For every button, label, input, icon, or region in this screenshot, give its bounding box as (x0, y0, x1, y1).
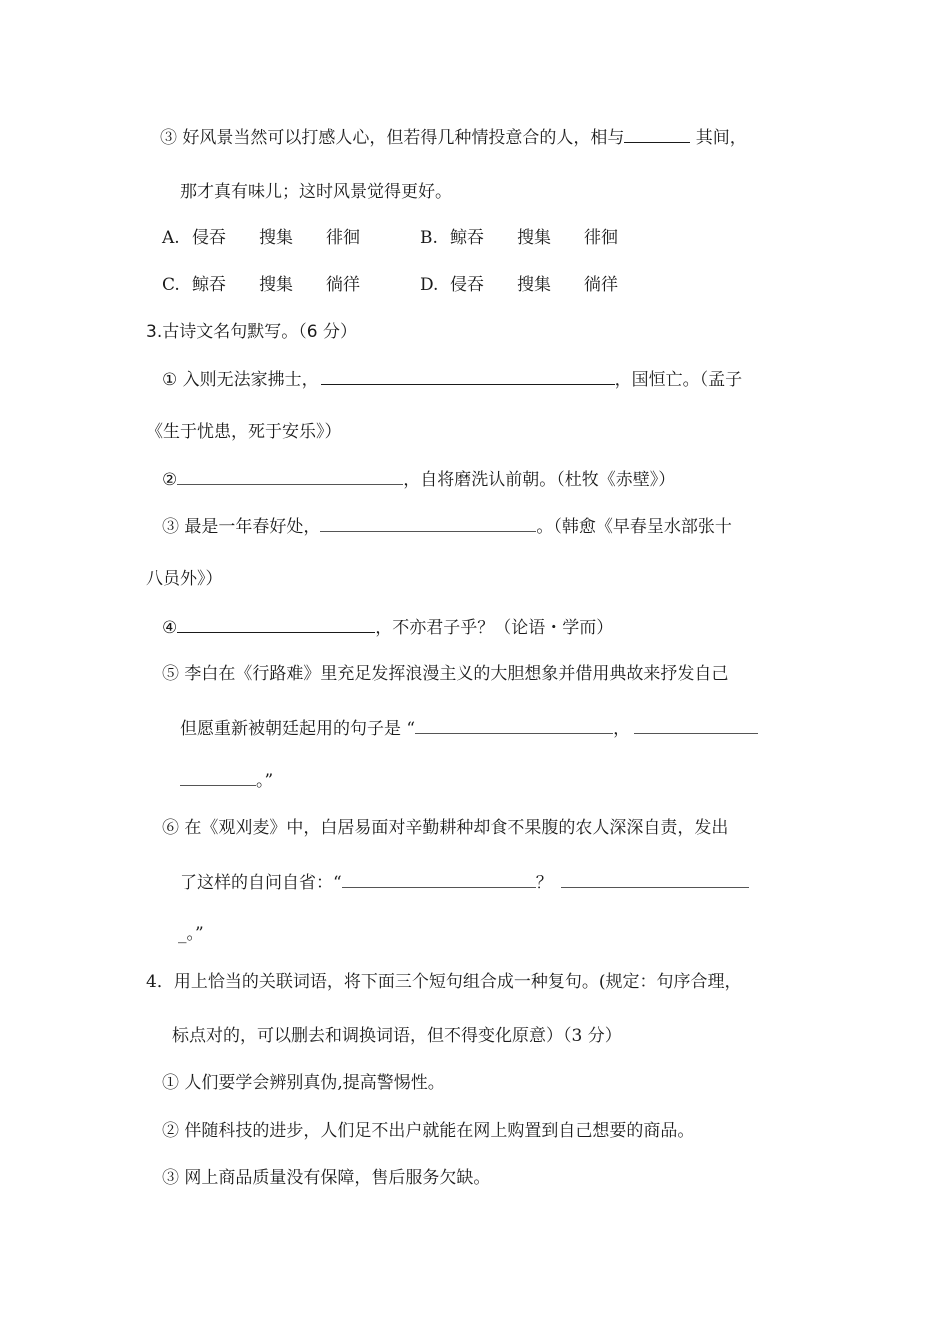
q3-title: 3.古诗文名句默写。（6 分） (146, 322, 357, 342)
q4-title: 4．用上恰当的关联词语，将下面三个短句组合成一种复句。(规定：句序合理， (146, 972, 742, 992)
option-a[interactable]: A. 侵吞 搜集 徘徊 (162, 228, 360, 248)
fill-blank[interactable] (342, 870, 536, 888)
q3-item6-line2: 了这样的自问自省：“ ？ (180, 870, 749, 895)
q3-item5-line3: 。” (180, 768, 273, 793)
q4-sentence-1: ① 人们要学会辨别真伪,提高警惕性。 (162, 1073, 445, 1093)
fill-blank[interactable] (180, 768, 256, 786)
q3-item1-source: 《生于忧患，死于安乐》） (146, 422, 342, 442)
q3-item6-line1: ⑥ 在《观刈麦》中，白居易面对辛勤耕种却食不果腹的农人深深自责，发出 (162, 818, 729, 838)
q3-item1: ① 入则无法家拂士， ，国恒亡。（孟子 (162, 367, 742, 392)
q3-item5-line2: 但愿重新被朝廷起用的句子是 “ ， (180, 716, 758, 741)
q4-sentence-3: ③ 网上商品质量没有保障，售后服务欠缺。 (162, 1168, 491, 1188)
fill-blank[interactable] (177, 467, 403, 485)
fill-blank[interactable] (177, 615, 375, 633)
q2-item3-line2: 那才真有味儿；这时风景觉得更好。 (180, 182, 452, 202)
q3-item4: ④ ，不亦君子乎？（论语・学而） (162, 615, 613, 640)
q4-sentence-2: ② 伴随科技的进步，人们足不出户就能在网上购置到自己想要的商品。 (162, 1121, 695, 1141)
fill-blank[interactable] (321, 367, 615, 385)
fill-blank[interactable] (561, 870, 749, 888)
fill-blank[interactable] (624, 125, 690, 143)
q2-item3-line1: ③ 好风景当然可以打感人心，但若得几种情投意合的人，相与 其间， (160, 125, 747, 150)
option-b[interactable]: B. 鲸吞 搜集 徘徊 (420, 228, 618, 248)
q3-item6-line3: _。” (178, 924, 204, 944)
fill-blank[interactable] (320, 514, 536, 532)
option-d[interactable]: D. 侵吞 搜集 徜徉 (420, 275, 618, 295)
option-c[interactable]: C. 鲸吞 搜集 徜徉 (162, 275, 360, 295)
q3-item3: ③ 最是一年春好处， 。（韩愈《早春呈水部张十 (162, 514, 732, 539)
q3-item3-source: 八员外》） (146, 569, 223, 589)
fill-blank[interactable] (415, 716, 613, 734)
q3-item5-line1: ⑤ 李白在《行路难》里充足发挥浪漫主义的大胆想象并借用典故来抒发自己 (162, 664, 729, 684)
q4-title-line2: 标点对的，可以删去和调换词语，但不得变化原意）（3 分） (172, 1026, 622, 1046)
fill-blank[interactable] (634, 716, 758, 734)
q3-item2: ② ，自将磨洗认前朝。（杜牧《赤壁》） (162, 467, 675, 492)
